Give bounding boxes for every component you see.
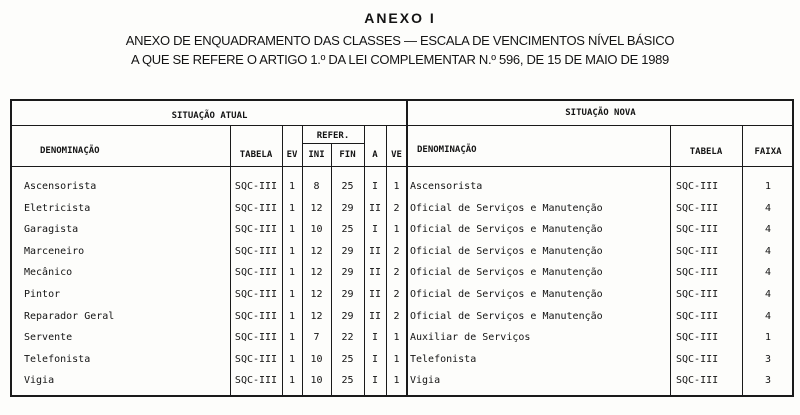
col-header-denominacao: DENOMINAÇÃO	[40, 146, 100, 156]
cell-ev: 1	[288, 353, 296, 365]
cell-tabela: SQC-III	[234, 353, 278, 365]
cell-ev: 1	[288, 245, 296, 257]
cell-new-denominacao: Auxiliar de Serviços	[410, 332, 531, 344]
col-header-tabela: TABELA	[239, 150, 273, 160]
column-divider	[670, 125, 671, 395]
cell-ev: 1	[288, 202, 296, 214]
cell-faixa: 1	[764, 332, 772, 344]
cell-faixa: 3	[764, 375, 772, 387]
cell-ev: 1	[288, 181, 296, 192]
cell-new-denominacao: Ascensorista	[410, 181, 483, 192]
cell-tabela: SQC-III	[234, 224, 278, 236]
cell-a: I	[371, 353, 379, 365]
document-subtitle: A QUE SE REFERE O ARTIGO 1.º DA LEI COMPLEMENTAR N.º 596, DE 15 DE MAIO DE 1989	[131, 52, 669, 67]
cell-ve: 2	[393, 267, 400, 279]
cell-new-denominacao: Oficial de Serviços e Manutenção	[410, 310, 603, 322]
cell-ve: 2	[393, 245, 400, 257]
cell-a: II	[368, 289, 382, 300]
group-header-current: SITUAÇÃO ATUAL	[171, 111, 248, 121]
col-header-ve: VE	[391, 150, 402, 160]
cell-ini: 12	[310, 310, 323, 322]
cell-ve: 1	[393, 375, 400, 387]
cell-fin: 25	[341, 181, 354, 192]
cell-new-denominacao: Telefonista	[410, 353, 477, 365]
cell-a: II	[368, 267, 382, 279]
cell-tabela: SQC-III	[234, 202, 278, 214]
cell-new-tabela: SQC-III	[676, 289, 719, 300]
cell-a: I	[371, 224, 379, 236]
cell-ev: 1	[288, 289, 296, 300]
cell-new-denominacao: Oficial de Serviços e Manutenção	[410, 202, 603, 214]
cell-new-tabela: SQC-III	[676, 202, 719, 214]
cell-ini: 12	[310, 245, 323, 257]
cell-tabela: SQC-III	[234, 375, 278, 387]
cell-ve: 2	[393, 310, 400, 322]
cell-tabela: SQC-III	[234, 289, 278, 300]
cell-ve: 1	[393, 353, 400, 365]
cell-faixa: 4	[764, 202, 772, 214]
cell-denominacao: Ascensorista	[24, 181, 97, 192]
cell-fin: 29	[341, 245, 354, 257]
cell-tabela: SQC-III	[234, 310, 278, 322]
cell-denominacao: Servente	[24, 332, 73, 344]
cell-ev: 1	[288, 224, 296, 236]
cell-fin: 25	[341, 224, 354, 236]
cell-a: II	[368, 202, 382, 214]
cell-fin: 29	[341, 289, 354, 300]
col-header-a: A	[372, 150, 378, 160]
cell-new-denominacao: Oficial de Serviços e Manutenção	[410, 224, 603, 236]
cell-ev: 1	[288, 267, 296, 279]
cell-fin: 29	[341, 202, 354, 214]
cell-faixa: 3	[764, 353, 772, 365]
divider	[12, 125, 407, 126]
document-title: ANEXO DE ENQUADRAMENTO DAS CLASSES — ESCALA DE VENCIMENTOS NÍVEL BÁSICO	[125, 33, 675, 48]
cell-a: II	[368, 310, 382, 322]
divider	[302, 143, 364, 144]
cell-faixa: 4	[764, 267, 772, 279]
classification-table	[10, 99, 794, 397]
cell-ini: 10	[310, 224, 323, 236]
cell-new-denominacao: Oficial de Serviços e Manutenção	[410, 245, 603, 257]
col-header-faixa: FAIXA	[754, 147, 782, 157]
cell-faixa: 4	[764, 310, 772, 322]
col-header-ini: INI	[308, 150, 325, 160]
cell-ve: 1	[393, 224, 400, 236]
group-header-new: SITUAÇÃO NOVA	[565, 108, 636, 118]
cell-a: II	[368, 245, 382, 257]
cell-ev: 1	[288, 310, 296, 322]
cell-ev: 1	[288, 375, 296, 387]
cell-new-tabela: SQC-III	[676, 375, 719, 387]
col-header-new-denominacao: DENOMINAÇÃO	[417, 145, 477, 155]
annex-title: ANEXO I	[364, 10, 436, 26]
cell-denominacao: Garagista	[24, 224, 79, 236]
cell-new-tabela: SQC-III	[676, 224, 719, 236]
cell-tabela: SQC-III	[234, 267, 278, 279]
cell-ve: 2	[393, 202, 400, 214]
cell-new-tabela: SQC-III	[676, 245, 719, 257]
cell-fin: 22	[341, 332, 354, 344]
cell-fin: 25	[341, 353, 354, 365]
cell-ve: 2	[393, 289, 400, 300]
cell-fin: 29	[341, 310, 354, 322]
cell-faixa: 4	[764, 245, 772, 257]
col-header-ev: EV	[286, 150, 298, 160]
divider	[12, 166, 794, 167]
cell-new-denominacao: Oficial de Serviços e Manutenção	[410, 267, 603, 279]
cell-new-denominacao: Oficial de Serviços e Manutenção	[410, 289, 603, 300]
cell-denominacao: Eletricista	[24, 202, 91, 214]
cell-new-tabela: SQC-III	[676, 181, 719, 192]
cell-faixa: 4	[764, 224, 772, 236]
cell-denominacao: Mecânico	[24, 267, 73, 279]
cell-ini: 10	[310, 353, 323, 365]
cell-new-denominacao: Vigia	[410, 375, 441, 387]
cell-a: I	[371, 181, 379, 192]
cell-faixa: 1	[764, 181, 772, 192]
cell-denominacao: Marceneiro	[24, 245, 85, 257]
cell-new-tabela: SQC-III	[676, 267, 719, 279]
cell-ini: 12	[310, 289, 323, 300]
cell-a: I	[371, 332, 379, 344]
cell-ev: 1	[288, 332, 296, 344]
cell-denominacao: Vigia	[24, 375, 55, 387]
cell-tabela: SQC-III	[234, 332, 278, 344]
cell-tabela: SQC-III	[234, 245, 278, 257]
cell-denominacao: Reparador Geral	[24, 310, 115, 322]
cell-faixa: 4	[764, 289, 772, 300]
col-header-refer: REFER.	[316, 131, 350, 141]
cell-denominacao: Pintor	[24, 289, 61, 300]
divider	[407, 125, 794, 126]
cell-ini: 12	[310, 267, 323, 279]
cell-ini: 10	[310, 375, 323, 387]
cell-ve: 1	[393, 181, 400, 192]
cell-tabela: SQC-III	[234, 181, 278, 192]
cell-fin: 25	[341, 375, 354, 387]
cell-new-tabela: SQC-III	[676, 332, 719, 344]
cell-fin: 29	[341, 267, 354, 279]
cell-new-tabela: SQC-III	[676, 353, 719, 365]
cell-a: I	[371, 375, 379, 387]
cell-ve: 1	[393, 332, 400, 344]
cell-ini: 7	[313, 332, 320, 344]
cell-ini: 12	[310, 202, 323, 214]
col-header-fin: FIN	[339, 150, 356, 160]
cell-denominacao: Telefonista	[24, 353, 91, 365]
cell-ini: 8	[313, 181, 320, 192]
col-header-new-tabela: TABELA	[689, 147, 723, 157]
cell-new-tabela: SQC-III	[676, 310, 719, 322]
